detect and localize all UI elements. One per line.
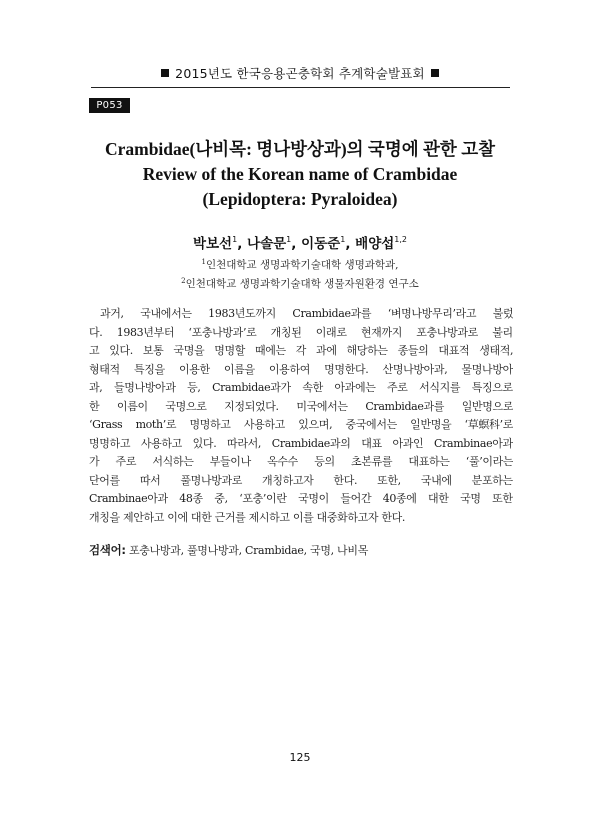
abstract-line: 과거, 국내에서는 1983년도까지 Crambidae과를 ‘벼명나방무리’라고 불렀: [100, 307, 513, 320]
author-affil-marker: 1,2: [394, 235, 408, 244]
header-divider: [91, 87, 510, 88]
author-list: 박보선$^1$, 나솔문$^1$, 이동준$^1$, 배양섭$^{1,2}$: [192, 235, 408, 252]
author-affil-marker: 1: [232, 235, 238, 244]
conference-title: 2015년도 한국응용곤충학회 추계학술발표회: [175, 66, 425, 81]
abstract-body: [89, 305, 513, 527]
affiliation-list: [0, 254, 600, 292]
square-bullet-icon: [431, 69, 439, 77]
conference-header: [0, 64, 600, 82]
keywords-value: 포충나방과, 풀명나방과, Crambidae, 국명, 나비목: [128, 544, 369, 557]
abstract-line: 가 주로 서식하는 부들이나 옥수수 등의 초본류를 대표하는 ‘풀’이라는: [89, 455, 513, 468]
keywords-label: 검색어:: [89, 543, 126, 557]
paper-title: [0, 137, 600, 212]
abstract-line: 형태적 특징을 이용한 이름을 이용하여 명명한다. 산명나방아과, 물명나방아: [89, 362, 513, 376]
title-english-line-2: (Lepidoptera: Pyraloidea): [202, 189, 398, 209]
author-affil-marker: 1: [340, 235, 346, 244]
affiliation-line: $^2$인천대학교 생명과학기술대학 생물자원환경 연구소: [181, 277, 419, 290]
abstract-line: 과, 들명나방아과 등, Crambidae과가 속한 아과에는 주로 서식지를 특징으로: [89, 381, 513, 394]
author-name: 나솔문: [247, 236, 287, 252]
abstract-line: 다. 1983년부터 ‘포충나방과’로 개칭된 이래로 현재까지 포충나방과로 불리: [89, 325, 513, 339]
title-korean: Crambidae(나비목: 명나방상과)의 국명에 관한 고찰: [104, 139, 496, 159]
author-affil-marker: 1: [286, 235, 292, 244]
author-name: 이동준: [301, 236, 341, 252]
abstract-line: Crambinae아과 48종 중, ‘포충’이란 국명이 들어간 40종에 대한 국명 또한: [89, 492, 513, 505]
abstract-line: 고 있다. 보통 국명을 명명할 때에는 각 과에 해당하는 종들의 대표적 생태적,: [89, 344, 513, 357]
page-number: 125: [289, 751, 311, 764]
abstract-line: 단어를 따서 풀명나방과로 개칭하고자 한다. 또한, 국내에 분포하는: [89, 473, 513, 487]
author-name: 박보선: [192, 236, 233, 252]
poster-number-badge: P053: [89, 98, 130, 113]
square-bullet-icon: [161, 69, 169, 77]
abstract-line: ‘Grass moth’로 명명하고 사용하고 있으며, 중국에서는 일반명을 ‘草螟科’로: [89, 418, 513, 431]
title-english-line-1: Review of the Korean name of Crambidae: [142, 164, 458, 184]
abstract-line: 명명하고 사용하고 있다. 따라서, Crambidae과의 대표 아과인 Crambinae아과: [89, 436, 513, 450]
abstract-line: 개칭을 제안하고 이에 대한 근거를 제시하고 이를 대중화하고자 한다.: [89, 510, 406, 524]
affiliation-line: $^1$인천대학교 생명과학기술대학 생명과학과,: [201, 258, 399, 271]
keywords: [89, 542, 513, 558]
author-name: 배양섭: [355, 236, 395, 252]
abstract-line: 한 이름이 국명으로 지정되었다. 미국에서는 Crambidae과를 일반명으로: [89, 399, 513, 413]
